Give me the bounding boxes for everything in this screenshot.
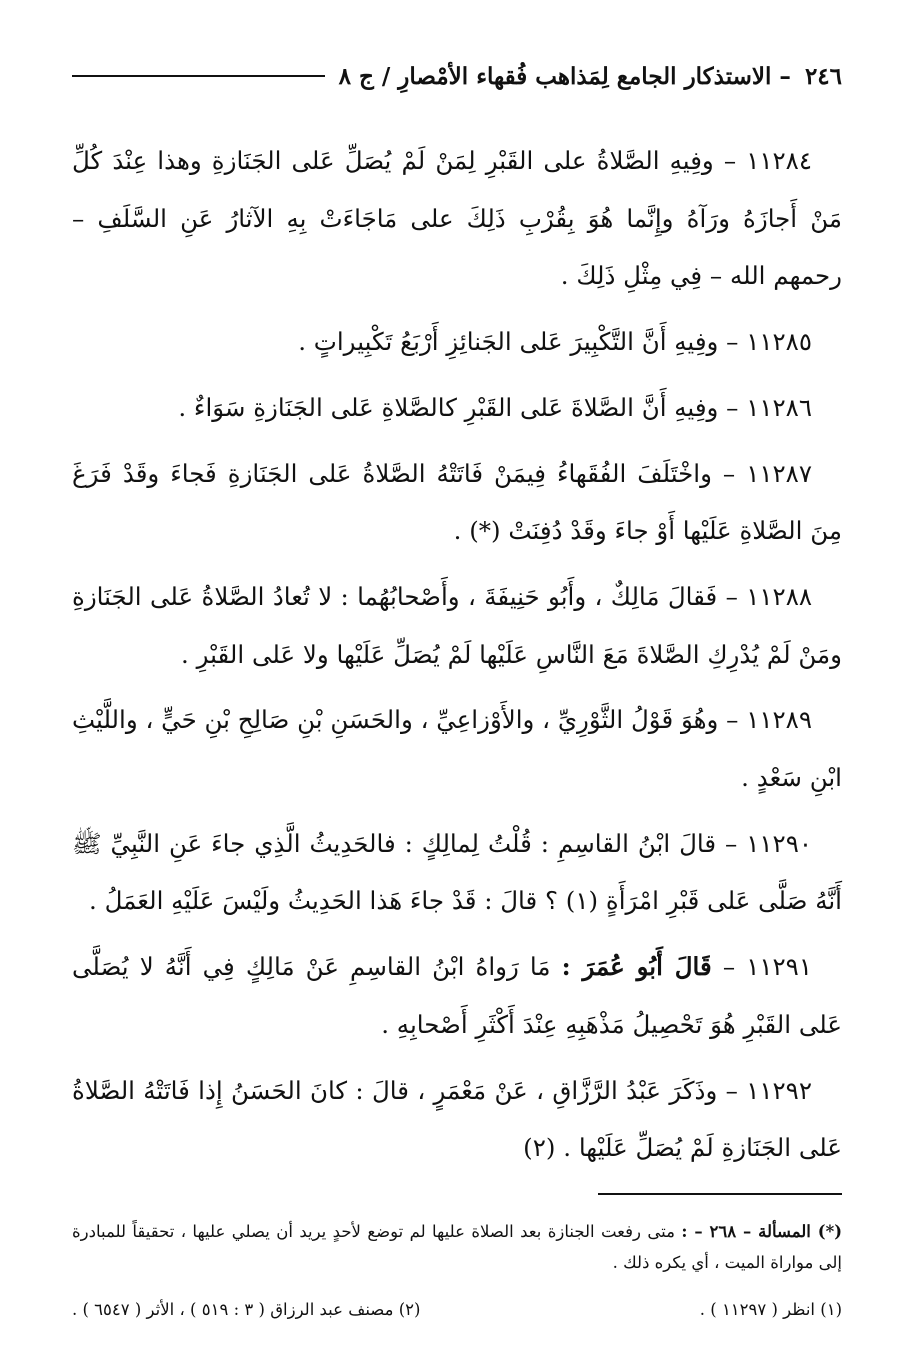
paragraph-11289 [72,691,842,806]
running-header [72,56,842,96]
paragraph-number: ١١٢٨٧ [746,458,812,488]
paragraph-11284 [72,132,842,305]
book-title: – الاستذكار الجامع لِمَذاهب فُقهاء الأمْصارِ / ج ٨ [338,62,791,90]
paragraph-text: – واخْتَلَفَ الفُقَهاءُ فِيمَنْ فَاتَتْهُ الصَّلاةُ عَلى الجَنَازةِ فَجاءَ وقَدْ فَرَغَ مِنَ الصَّلاةِ عَلَيْها أَوْ جاءَ وقَدْ دُفِنَتْ (*) . [72,458,842,546]
paragraph-text: – وهُوَ قَوْلُ الثَّوْرِيِّ ، والأَوْزاعِيِّ ، والحَسَنِ بْنِ صَالِحِ بْنِ حَيٍّ ، واللَّيْثِ ابْنِ سَعْدٍ . [72,705,842,793]
footnote-star [72,1216,842,1278]
paragraph-number: ١١٢٨٤ [746,146,812,175]
paragraph-number: ١١٢٨٦ [746,392,812,422]
paragraph-text: – قالَ ابْنُ القاسِمِ : قُلْتُ لِمالِكٍ : فالحَدِيثُ الَّذِي جاءَ عَنِ النَّبِيِّ ﷺ أَنَّهُ صَلَّى عَلى قَبْرِ امْرَأَةٍ (١) ؟ قالَ : قَدْ جاءَ هَذا الحَدِيثُ ولَيْسَ عَلَيْهِ العَمَلُ . [72,828,842,916]
paragraph-number: ١١٢٨٩ [746,705,812,735]
paragraph-text: – وفِيهِ الصَّلاةُ على القَبْرِ لِمَنْ لَمْ يُصَلِّ عَلى الجَنَازةِ وهذا عِنْدَ كُلِّ مَنْ أَجازَهُ ورَآهُ وإِنَّما هُوَ بِقُرْبِ ذَلِكَ على مَاجَاءَتْ بِهِ الآثارُ عَنِ السَّلَفِ – رحمهم الله – فِي مِثْلِ ذَلِكَ . [72,146,842,291]
footnote-star-text: متى رفعت الجنازة بعد الصلاة عليها لم توضع لأحدٍ يريد أن يصلي عليها ، تحقيقاً للمبادرة إلى مواراة الميت ، أي يكره ذلك . [72,1222,842,1272]
paragraph-11286 [72,379,842,437]
paragraph-11290 [72,815,842,930]
paragraph-11292 [72,1062,842,1177]
paragraph-11291: ١١٢٩١ – قَالَ أَبُو عُمَرَ : مَا رَواهُ ابْنُ القاسِمِ عَنْ مَالِكٍ فِي أَنَّهُ لا يُصَلَّى عَلى القَبْرِ هُوَ تَحْصِيلُ مَذْهَبِهِ عِنْدَ أَكْثَرِ أَصْحابِهِ . [72,952,842,1039]
paragraph-text: – وذَكَرَ عَبْدُ الرَّزَّاقِ ، عَنْ مَعْمَرٍ ، قالَ : كانَ الحَسَنُ إِذا فَاتَتْهُ الصَّلاةُ عَلى الجَنَازةِ لَمْ يُصَلِّ عَلَيْها . (٢) [72,1075,842,1163]
footnote-star-lead: (*) المسألة – ٢٦٨ – : [681,1222,843,1241]
footnote-row [72,1294,842,1325]
footnote-separator [598,1193,842,1195]
paragraph-11288 [72,568,842,683]
paragraph-number: ١١٢٨٥ [746,327,812,357]
paragraph-11287 [72,445,842,560]
paragraph-number: ١١٢٩١ [746,952,812,982]
paragraph-number: ١١٢٨٨ [746,581,813,611]
paragraph-text: مَا رَواهُ ابْنُ القاسِمِ عَنْ مَالِكٍ فِي أَنَّهُ لا يُصَلَّى عَلى القَبْرِ هُوَ تَحْصِيلُ مَذْهَبِهِ عِنْدَ أَكْثَرِ أَصْحابِهِ . [72,952,842,1039]
footnote-1: (١) انظر ( ١١٢٩٧ ) . [699,1300,842,1319]
footnote-2: (٢) مصنف عبد الرزاق ( ٣ : ٥١٩ ) ، الأثر ( ٦٥٤٧ ) . [72,1300,421,1319]
main-text [72,132,842,1185]
paragraph-11285 [72,313,842,371]
paragraph-text: – وفِيهِ أَنَّ التَّكْبِيرَ عَلى الجَنائِزِ أَرْبَعُ تَكْبِيراتٍ . [298,327,739,357]
paragraph-number: ١١٢٩٢ [746,1075,812,1105]
paragraph-text: – وفِيهِ أَنَّ الصَّلاةَ عَلى القَبْرِ كالصَّلاةِ عَلى الجَنَازةِ سَوَاءٌ . [178,392,739,422]
page-number: ٢٤٦ [804,62,842,90]
quoted-speaker: قَالَ أَبُو عُمَرَ : [561,952,712,982]
paragraph-text: – فَقالَ مَالِكٌ ، وأَبُو حَنِيفَةَ ، وأَصْحابُهُما : لا تُعادُ الصَّلاةُ عَلى الجَنَازةِ ومَنْ لَمْ يُدْرِكِ الصَّلاةَ مَعَ النَّاسِ عَلَيْها لَمْ يُصَلِّ عَلَيْها ولا عَلى القَبْرِ . [72,581,842,669]
header-rule [72,75,325,77]
footnotes [72,1216,842,1325]
paragraph-number: ١١٢٩٠ [746,828,813,858]
